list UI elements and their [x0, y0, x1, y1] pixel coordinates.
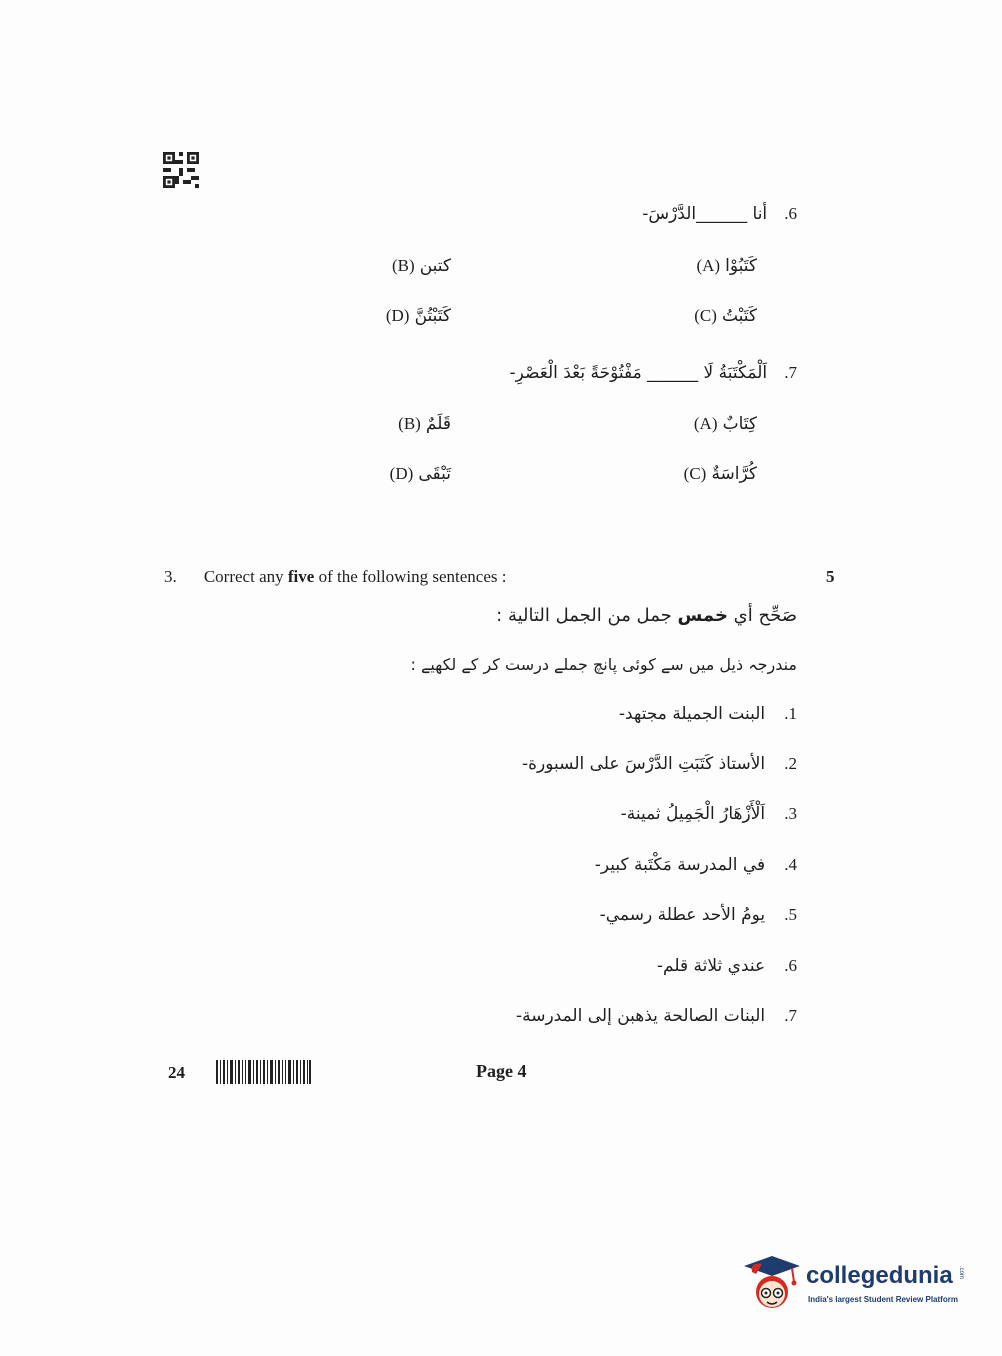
option-text: قَلَمٌ	[425, 414, 451, 434]
option-b	[390, 414, 451, 434]
sentence-text: اَلْأَزْهَارُ الْجَمِيلُ ثمينة-	[620, 804, 766, 824]
sentence-text: البنت الجميلة مجتهد-	[618, 704, 766, 724]
option-text: كَتَبْتُنَّ	[414, 306, 451, 326]
sentence-6	[657, 956, 797, 976]
instruction-text: of the following sentences :	[314, 567, 507, 586]
brand-name: collegedunia	[806, 1262, 953, 1289]
option-d	[378, 306, 451, 326]
question-number: 3.	[164, 567, 177, 586]
option-text: كُرَّاسَةٌ	[711, 464, 757, 484]
question-6	[642, 204, 797, 224]
sentence-7	[516, 1006, 797, 1026]
instruction-bold: five	[287, 567, 315, 586]
question-stem: أنا ______الدَّرْسَ-	[642, 204, 768, 224]
option-label: (C)	[694, 306, 717, 325]
sentence-number: 2.	[784, 754, 797, 773]
option-text: تَبْقَى	[418, 464, 451, 484]
option-label: (C)	[683, 464, 707, 483]
qr-code	[163, 152, 199, 188]
question-7	[509, 363, 797, 383]
sentence-4	[595, 855, 797, 875]
sentence-number: 6.	[784, 956, 797, 975]
brand-suffix: .com	[958, 1266, 964, 1280]
sentence-number: 7.	[784, 1006, 797, 1025]
sentence-text: الأستاذ كَتَبَتِ الدَّرْسَ على السبورة-	[521, 754, 766, 774]
sentence-number: 4.	[784, 855, 797, 874]
sentence-5	[600, 905, 797, 925]
sentence-number: 5.	[784, 905, 797, 924]
brand-tagline: India's largest Student Review Platform	[808, 1295, 958, 1304]
sentence-text: في المدرسة مَكْتَبة كبير-	[594, 855, 766, 875]
sentence-1	[619, 704, 797, 724]
option-label: (A)	[696, 256, 721, 275]
option-a	[686, 414, 757, 434]
page-number: Page 4	[476, 1061, 527, 1081]
instruction-text: Correct any	[203, 567, 288, 586]
urdu-instruction: مندرجہ ذیل میں سے کوئی پانچ جملے درست کر کے لکھیے :	[410, 655, 797, 674]
option-c	[686, 306, 757, 326]
option-text: كتبن	[419, 256, 451, 276]
option-label: (B)	[391, 256, 415, 275]
question-number: 7.	[784, 363, 797, 382]
collegedunia-logo	[742, 1252, 972, 1322]
sentence-number: 3.	[784, 804, 797, 823]
option-label: (B)	[398, 414, 421, 433]
mascot-icon	[742, 1252, 802, 1314]
option-a	[688, 256, 757, 276]
option-label: (A)	[693, 414, 718, 433]
option-label: (D)	[385, 306, 410, 325]
sentence-text: البنات الصالحة يذهبن إلى المدرسة-	[515, 1006, 766, 1026]
option-d	[382, 464, 451, 484]
sentence-3	[621, 804, 797, 824]
option-label: (D)	[389, 464, 414, 483]
arabic-instruction-bold: خمس	[677, 605, 728, 626]
sentence-text: يومُ الأحد عطلة رسمي-	[599, 905, 766, 925]
sentence-text: عندي ثلاثة قلم-	[656, 956, 766, 976]
option-text: كَتَبُوْا	[725, 256, 757, 276]
arabic-instruction-text: صَحِّح أي	[727, 605, 797, 626]
option-c	[676, 464, 757, 484]
paper-code: 24	[168, 1063, 185, 1082]
question-instruction	[204, 567, 507, 586]
question-number: 6.	[784, 204, 797, 223]
sentence-2	[522, 754, 797, 774]
barcode	[216, 1060, 311, 1084]
option-text: كِتَابٌ	[722, 414, 757, 434]
question-3-header	[164, 567, 506, 587]
sentence-number: 1.	[784, 704, 797, 723]
arabic-instruction-text: جمل من الجمل التالية :	[496, 605, 678, 626]
question-stem: اَلْمَكْتَبَةُ لَا ______ مَفْتُوْحَةً بَعْدَ الْعَصْرِ-	[509, 363, 768, 383]
marks: 5	[826, 567, 835, 586]
option-text: كَتَبْتُ	[721, 306, 757, 326]
option-b	[384, 256, 451, 276]
arabic-instruction	[496, 605, 797, 626]
